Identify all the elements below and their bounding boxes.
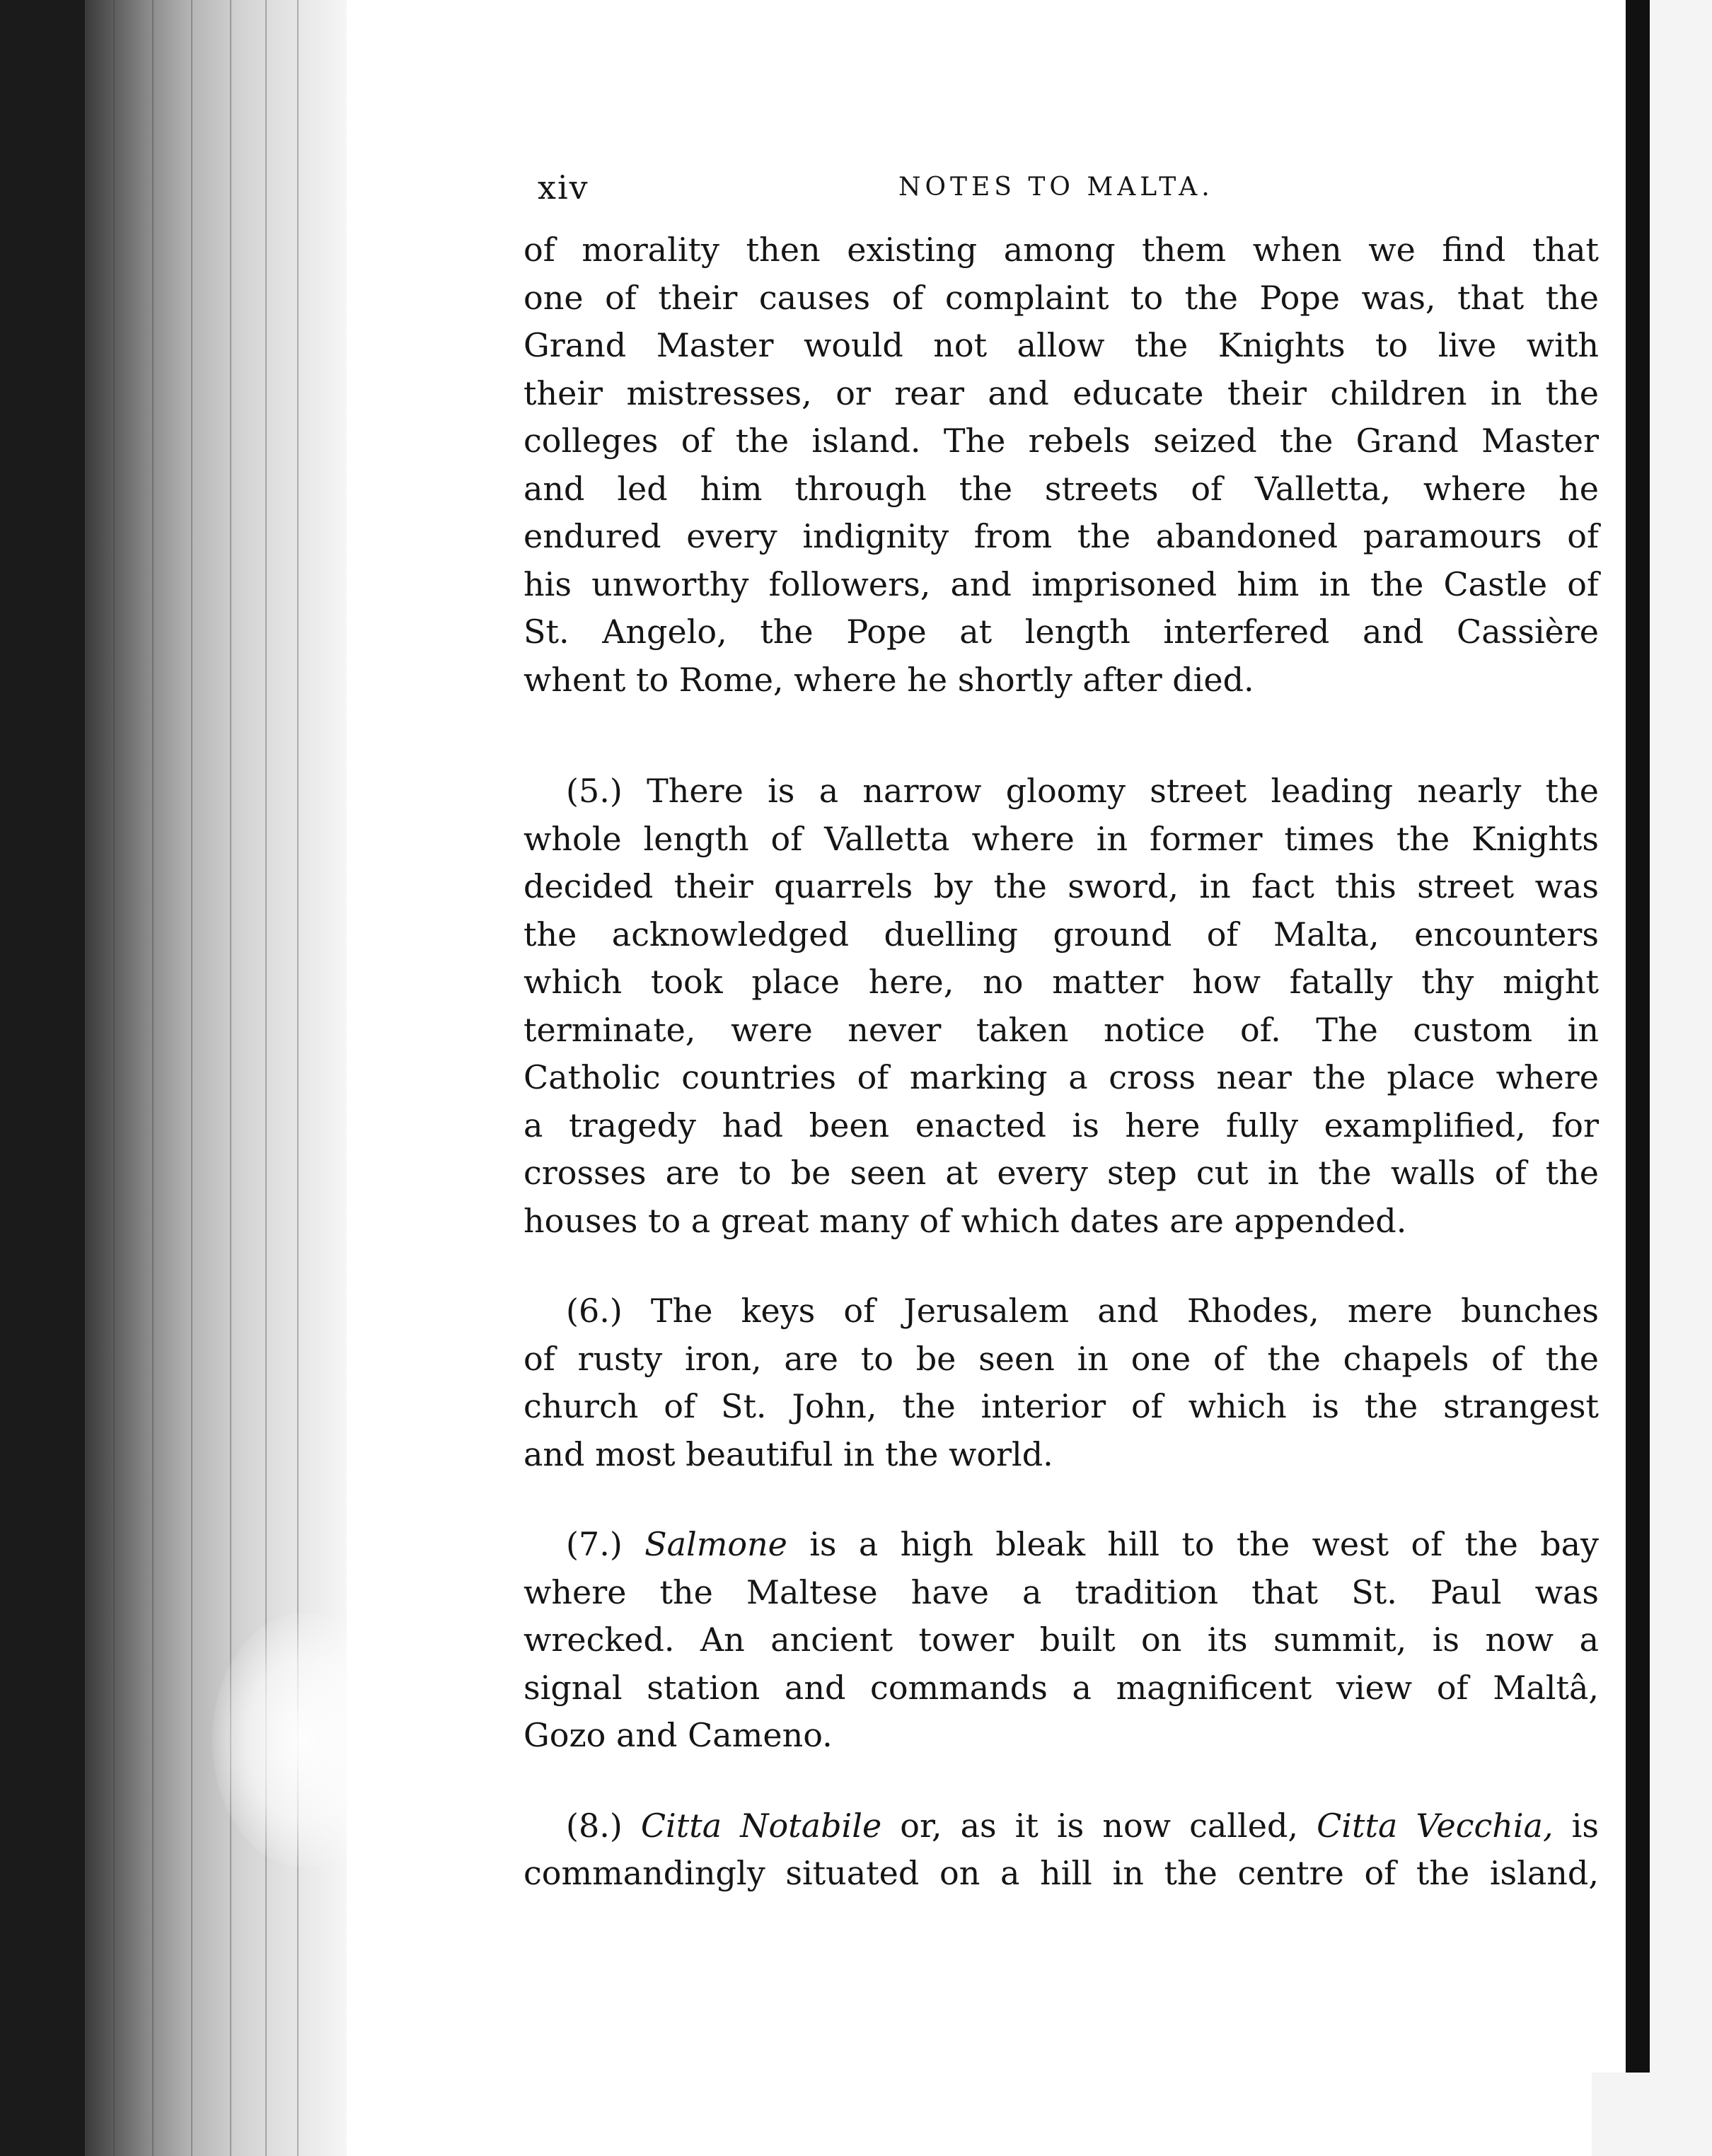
scanner-bed-left bbox=[0, 0, 85, 2156]
text-line: the acknowledged duelling ground of Malta, encounters bbox=[524, 915, 1599, 954]
page-edge-line bbox=[152, 0, 154, 2156]
text-line: commandingly situated on a hill in the centre of the island, bbox=[524, 1854, 1599, 1892]
text-line: of rusty iron, are to be seen in one of the chapels of the bbox=[524, 1339, 1599, 1378]
text-line: Catholic countries of marking a cross near the place where bbox=[524, 1058, 1599, 1096]
text-line: houses to a great many of which dates are appended. bbox=[524, 1201, 1407, 1240]
text-line: where the Maltese have a tradition that St. Paul was bbox=[524, 1572, 1599, 1611]
running-head: NOTES TO MALTA. bbox=[898, 173, 1214, 202]
text-line: (6.) The keys of Jerusalem and Rhodes, mere bunches bbox=[566, 1292, 1599, 1330]
text-line: terminate, were never taken notice of. The custom in bbox=[524, 1010, 1599, 1049]
text-line: their mistresses, or rear and educate their children in the bbox=[524, 373, 1599, 412]
text-line: endured every indignity from the abandoned paramours of bbox=[524, 517, 1599, 555]
text-line: (5.) There is a narrow gloomy street leading nearly the bbox=[566, 772, 1599, 810]
page-number: xiv bbox=[538, 168, 589, 207]
text-line: wrecked. An ancient tower built on its summit, is now a bbox=[524, 1621, 1599, 1659]
text-line: whole length of Valletta where in former times the Knights bbox=[524, 819, 1599, 858]
note-number: (8.) bbox=[566, 1806, 641, 1845]
place-name: Salmone bbox=[644, 1525, 787, 1563]
page-edge-line bbox=[191, 0, 192, 2156]
page-text-block bbox=[524, 163, 1599, 1898]
book-page-edges bbox=[85, 0, 347, 2156]
page-edge-line bbox=[113, 0, 115, 2156]
text-line bbox=[524, 1521, 1599, 1569]
place-name: Citta Vecchia, bbox=[1317, 1806, 1554, 1845]
note-7 bbox=[524, 1521, 1599, 1760]
text-line: one of their causes of complaint to the Pope was, that the bbox=[524, 278, 1599, 317]
text-run: is bbox=[1553, 1806, 1600, 1845]
scanner-corner bbox=[1592, 2073, 1712, 2156]
page-header bbox=[524, 163, 1599, 226]
text-line: which took place here, no matter how fatally thy might bbox=[524, 963, 1599, 1001]
text-line: signal station and commands a magnificent view of Maltâ, bbox=[524, 1668, 1599, 1707]
text-line: St. Angelo, the Pope at length interfered and Cassière bbox=[524, 613, 1599, 651]
text-line: colleges of the island. The rebels seized the Grand Master bbox=[524, 422, 1599, 460]
place-name: Citta Notabile bbox=[640, 1806, 882, 1845]
note-number: (7.) bbox=[566, 1525, 645, 1563]
text-line: Gozo and Cameno. bbox=[524, 1716, 833, 1754]
text-line: and most beautiful in the world. bbox=[524, 1435, 1053, 1473]
text-line: of morality then existing among them when we find that bbox=[524, 231, 1599, 269]
text-run: is a high bleak hill to the west of the bay bbox=[787, 1525, 1599, 1563]
note-6 bbox=[524, 1287, 1599, 1478]
page-edge-line bbox=[230, 0, 231, 2156]
scanner-bed-right bbox=[1626, 0, 1650, 2073]
text-line: and led him through the streets of Valletta, where he bbox=[524, 469, 1599, 508]
text-line: church of St. John, the interior of which is the strangest bbox=[524, 1387, 1599, 1425]
note-8 bbox=[524, 1802, 1599, 1898]
text-line: whent to Rome, where he shortly after died. bbox=[524, 660, 1254, 699]
page-edge-blemish bbox=[212, 1613, 396, 1867]
facing-page-edge bbox=[1650, 0, 1712, 2156]
text-line: a tragedy had been enacted is here fully examplified, for bbox=[524, 1106, 1599, 1144]
text-line: decided their quarrels by the sword, in fact this street was bbox=[524, 867, 1599, 905]
text-run: or, as it is now called, bbox=[881, 1806, 1317, 1845]
text-line: his unworthy followers, and imprisoned him in the Castle of bbox=[524, 564, 1599, 603]
text-line: Grand Master would not allow the Knights to live with bbox=[524, 326, 1599, 364]
paragraph-continued bbox=[524, 226, 1599, 704]
text-line: crosses are to be seen at every step cut in the walls of the bbox=[524, 1154, 1599, 1192]
text-line bbox=[524, 1802, 1599, 1850]
note-5 bbox=[524, 767, 1599, 1245]
